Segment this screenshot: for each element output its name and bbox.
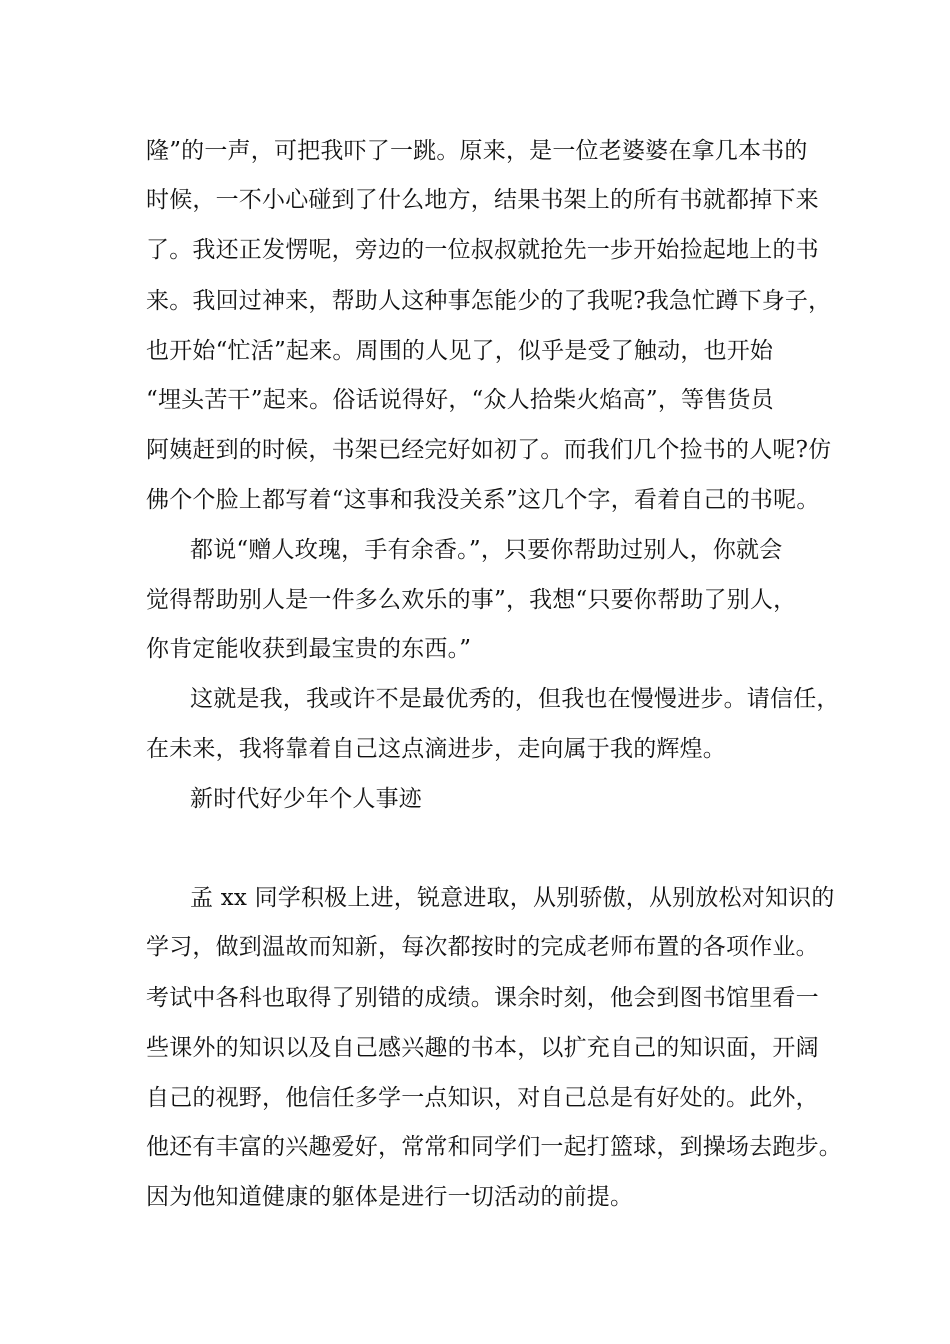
paragraph-line: 你肯定能收获到最宝贵的东西。” (146, 636, 472, 662)
paragraph-line: 了。我还正发愣呢，旁边的一位叔叔就抢先一步开始捡起地上的书 (146, 237, 819, 263)
paragraph-line: 都说“赠人玫瑰，手有余香。”，只要你帮助过别人，你就会 (190, 537, 783, 563)
paragraph-line: 来。我回过神来，帮助人这种事怎能少的了我呢?我急忙蹲下身子， (146, 288, 832, 314)
paragraph-line: 考试中各科也取得了别错的成绩。课余时刻，他会到图书馆里看一 (146, 985, 819, 1011)
paragraph-line: 他还有丰富的兴趣爱好，常常和同学们一起打篮球，到操场去跑步。 (146, 1134, 842, 1160)
section-heading: 新时代好少年个人事迹 (190, 786, 422, 812)
paragraph-line: 隆”的一声，可把我吓了一跳。原来，是一位老婆婆在拿几本书的 (146, 138, 808, 164)
paragraph-line: 在未来，我将靠着自己这点滴进步，走向属于我的辉煌。 (146, 736, 726, 762)
paragraph-line: 孟 xx 同学积极上进，锐意进取，从别骄傲，从别放松对知识的 (190, 885, 835, 911)
paragraph-line: “埋头苦干”起来。俗话说得好，“众人拾柴火焰高”，等售货员 (146, 387, 774, 413)
paragraph-line: 时候，一不小心碰到了什么地方，结果书架上的所有书就都掉下来 (146, 187, 819, 213)
paragraph-line: 阿姨赶到的时候，书架已经完好如初了。而我们几个捡书的人呢?仿 (146, 437, 832, 463)
paragraph-line: 觉得帮助别人是一件多么欢乐的事”，我想“只要你帮助了别人， (146, 587, 797, 613)
paragraph-line: 因为他知道健康的躯体是进行一切活动的前提。 (146, 1184, 634, 1210)
paragraph-line: 也开始“忙活”起来。周围的人见了，似乎是受了触动，也开始 (146, 338, 774, 364)
paragraph-line: 学习，做到温故而知新，每次都按时的完成老师布置的各项作业。 (146, 934, 819, 960)
paragraph-line: 些课外的知识以及自己感兴趣的书本，以扩充自己的知识面，开阔 (146, 1035, 819, 1061)
paragraph-line: 自己的视野，他信任多学一点知识，对自己总是有好处的。此外， (146, 1085, 819, 1111)
paragraph-line: 佛个个脸上都写着“这事和我没关系”这几个字，看着自己的书呢。 (146, 487, 820, 513)
paragraph-line: 这就是我，我或许不是最优秀的，但我也在慢慢进步。请信任， (190, 686, 840, 712)
